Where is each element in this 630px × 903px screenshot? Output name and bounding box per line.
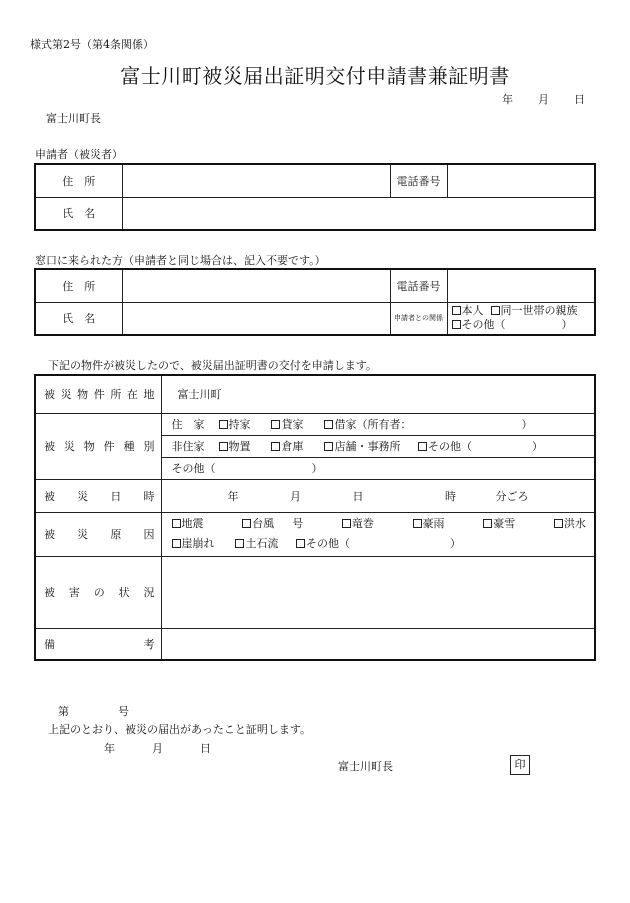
cert-statement: 上記のとおり、被災の届出があったこと証明します。	[48, 723, 312, 736]
relation-family-label: 同一世帯の親族	[500, 304, 578, 318]
visitor-name-label: 氏 名	[35, 302, 122, 335]
cause-label: 被 災 原 因	[35, 512, 161, 556]
relation-self-label: 本人	[461, 304, 484, 318]
leased-checkbox[interactable]	[324, 420, 333, 429]
relation-self-checkbox[interactable]	[452, 306, 461, 315]
dt-day: 日	[352, 489, 364, 503]
leased-label: 借家（所有者：	[334, 418, 412, 431]
typhoon-number: 号	[292, 517, 304, 530]
type-label: 被 災 物 件 種 別	[35, 413, 161, 479]
tornado-label: 竜巻	[351, 517, 374, 530]
visitor-section-label: 窓口に来られた方（申請者と同じ場合は、記入不要です。）	[35, 254, 326, 267]
type-row-other	[161, 457, 595, 479]
relation-other-label: その他（	[461, 318, 506, 332]
heavy-snow-checkbox[interactable]	[483, 519, 492, 528]
heavy-rain-checkbox[interactable]	[413, 519, 422, 528]
addressee: 富士川町長	[46, 112, 101, 125]
location-label: 被 災 物 件 所 在 地	[35, 375, 161, 413]
datetime-label: 被 災 日 時	[35, 479, 161, 512]
visitor-relation-label: 申請者との関係	[390, 302, 447, 335]
nonresidence-other-label: その他（	[427, 440, 472, 453]
visitor-relation-options	[447, 302, 595, 335]
landslide-label: 崖崩れ	[181, 537, 215, 550]
nonresidence-head: 非住家	[171, 440, 205, 453]
datetime-field[interactable]	[161, 479, 595, 512]
applicant-address-label: 住 所	[35, 164, 122, 197]
applicant-phone-label: 電話番号	[390, 164, 447, 197]
visitor-phone-field[interactable]	[447, 269, 595, 302]
page-title: 富士川町被災届出証明交付申請書兼証明書	[120, 64, 510, 88]
dt-hour: 時	[445, 489, 456, 503]
visitor-address-label: 住 所	[35, 269, 122, 302]
visitor-address-field[interactable]	[122, 269, 390, 302]
flood-checkbox[interactable]	[554, 519, 563, 528]
property-table	[34, 374, 596, 661]
warehouse-label: 倉庫	[281, 440, 304, 453]
header-date-month: 月	[538, 93, 549, 106]
heavy-snow-label: 豪雪	[493, 517, 516, 530]
rental-label: 貸家	[281, 418, 304, 431]
type-row-residence	[161, 413, 595, 435]
remarks-field[interactable]	[161, 628, 595, 660]
applicant-name-label: 氏 名	[35, 197, 122, 230]
tornado-checkbox[interactable]	[342, 519, 351, 528]
relation-family-checkbox[interactable]	[491, 306, 500, 315]
header-date-day: 日	[574, 93, 585, 106]
type-other-close: ）	[311, 462, 323, 475]
applicant-address-field[interactable]	[122, 164, 390, 197]
store-office-label: 店舗・事務所	[334, 440, 401, 453]
cert-mayor: 富士川町長	[338, 760, 393, 773]
applicant-section-label: 申請者（被災者）	[35, 148, 123, 161]
leased-close: ）	[521, 418, 533, 431]
dt-minute: 分ごろ	[495, 489, 529, 503]
cause-other-close: ）	[449, 537, 461, 550]
typhoon-checkbox[interactable]	[242, 519, 251, 528]
dt-month: 月	[290, 489, 301, 503]
typhoon-label: 台風	[252, 517, 275, 530]
shed-checkbox[interactable]	[219, 442, 228, 451]
location-field[interactable]: 富士川町	[161, 375, 595, 413]
cert-number-prefix: 第	[58, 705, 69, 718]
cause-other-checkbox[interactable]	[296, 539, 305, 548]
applicant-phone-field[interactable]	[447, 164, 595, 197]
applicant-name-field[interactable]	[122, 197, 595, 230]
type-other-label: その他（	[171, 462, 216, 475]
flood-label: 洪水	[563, 517, 586, 530]
warehouse-checkbox[interactable]	[271, 442, 280, 451]
heavy-rain-label: 豪雨	[422, 517, 445, 530]
request-statement: 下記の物件が被災したので、被災届出証明書の交付を申請します。	[48, 359, 377, 372]
damage-field[interactable]	[161, 556, 595, 628]
owned-label: 持家	[228, 418, 251, 431]
form-number: 様式第2号（第4条関係）	[30, 38, 154, 51]
landslide-checkbox[interactable]	[172, 539, 181, 548]
visitor-name-field[interactable]	[122, 302, 390, 335]
cause-other-label: その他（	[305, 537, 350, 550]
owned-checkbox[interactable]	[219, 420, 228, 429]
remarks-label: 備 考	[35, 628, 161, 660]
nonresidence-other-checkbox[interactable]	[418, 442, 427, 451]
cert-day: 日	[200, 742, 211, 755]
header-date-year: 年	[502, 93, 513, 106]
cert-number-suffix: 号	[118, 705, 129, 718]
earthquake-label: 地震	[181, 517, 204, 530]
relation-other-checkbox[interactable]	[452, 320, 461, 329]
shed-label: 物置	[228, 440, 251, 453]
store-office-checkbox[interactable]	[324, 442, 333, 451]
damage-label: 被 害 の 状 況	[35, 556, 161, 628]
cert-month: 月	[152, 742, 163, 755]
cert-year: 年	[104, 742, 115, 755]
debris-flow-checkbox[interactable]	[235, 539, 244, 548]
visitor-table	[34, 268, 596, 336]
relation-other-close: ）	[561, 318, 573, 332]
rental-checkbox[interactable]	[271, 420, 280, 429]
type-row-nonresidence	[161, 435, 595, 457]
seal-box: 印	[510, 755, 530, 775]
dt-year: 年	[227, 489, 239, 503]
residence-head: 住 家	[171, 418, 205, 431]
earthquake-checkbox[interactable]	[172, 519, 181, 528]
nonresidence-other-close: ）	[531, 440, 543, 453]
applicant-table	[34, 163, 596, 231]
visitor-phone-label: 電話番号	[390, 269, 447, 302]
cause-options	[161, 512, 595, 556]
debris-flow-label: 土石流	[245, 537, 279, 550]
